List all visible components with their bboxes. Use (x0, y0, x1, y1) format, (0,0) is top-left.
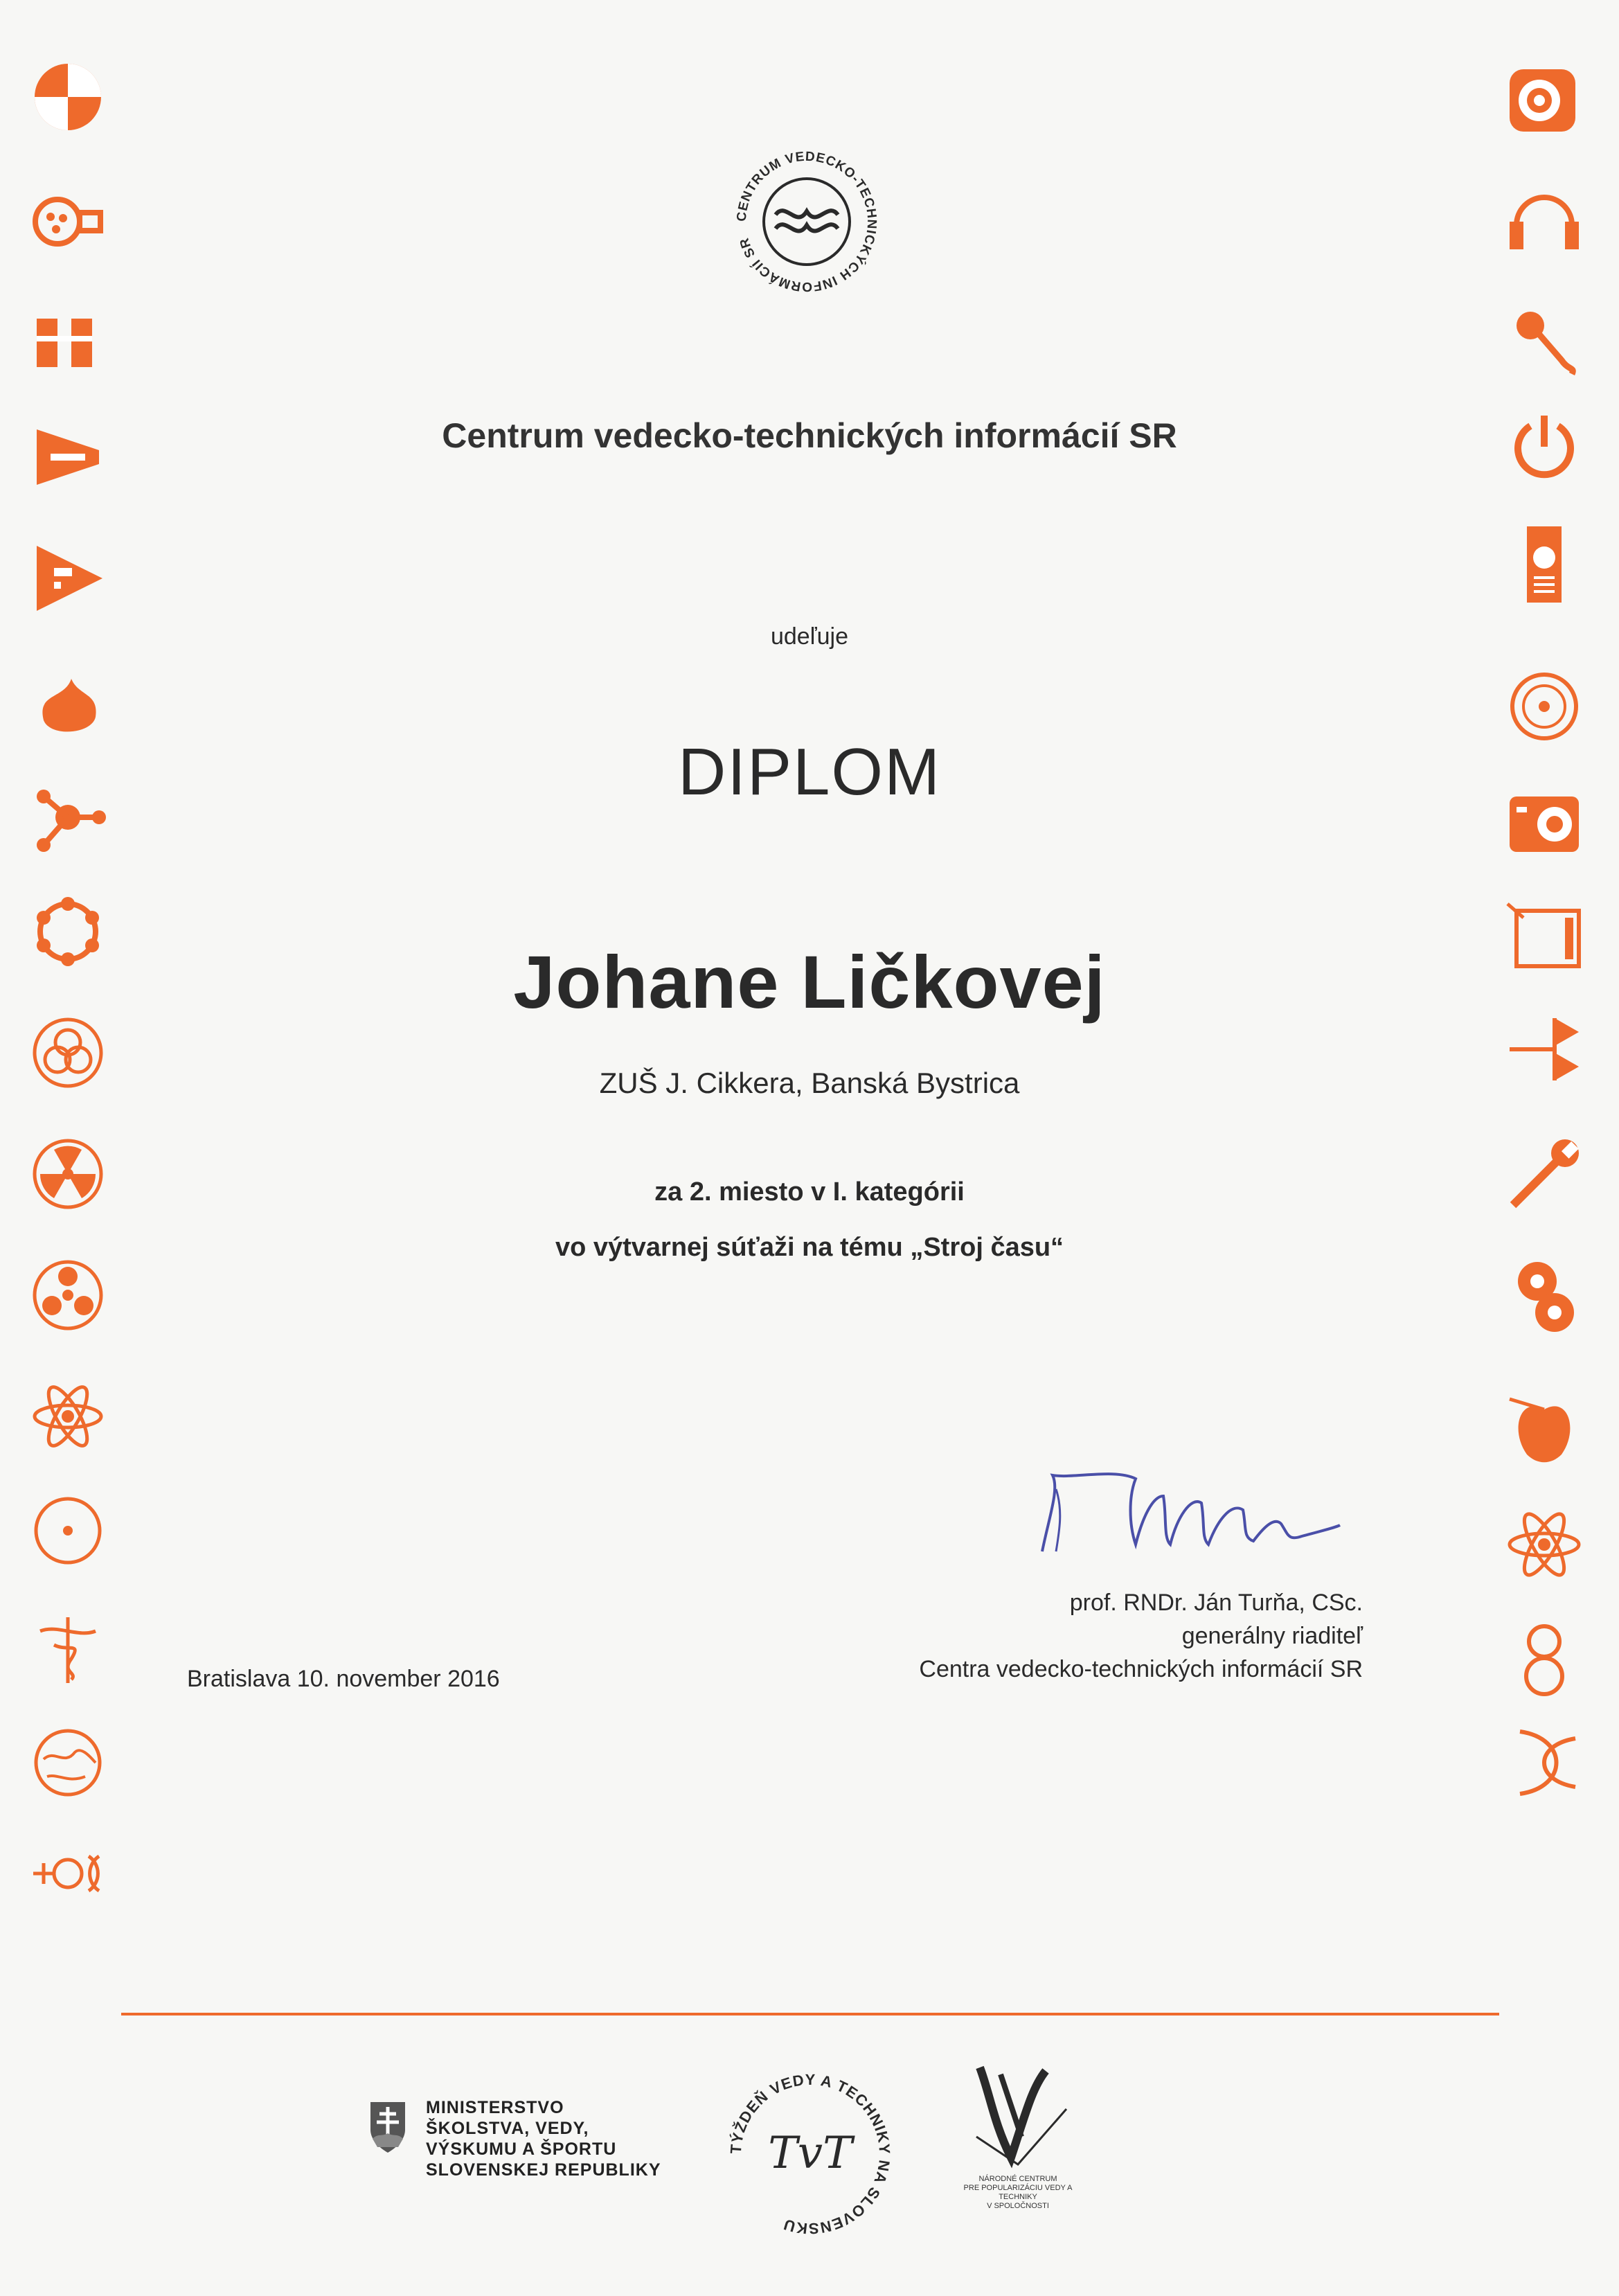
left-icon-column (26, 0, 109, 2296)
flame-icon (30, 665, 106, 741)
signatory-role: generálny riaditeľ (1181, 1623, 1363, 1649)
microphone-icon (1506, 305, 1582, 381)
recipient-name: Johane Ličkovej (513, 940, 1106, 1024)
tvt-mark: TvT (768, 2128, 852, 2179)
fish-icon (1506, 1725, 1582, 1801)
signatory-block (740, 1586, 1363, 1686)
organization-title: Centrum vedecko-technických informácií SR (442, 416, 1177, 455)
camera-lens-icon (1506, 62, 1582, 139)
ministry-line-1: MINISTERSTVO (426, 2098, 564, 2117)
school-name: ZUŠ J. Cikkera, Banská Bystrica (599, 1067, 1020, 1099)
seal-ring-text: CENTRUM VEDECKO-TECHNICKÝCH INFORMÁCIÍ SR (734, 149, 879, 294)
diploma-title: DIPLOM (677, 735, 942, 809)
ministry-line-3: VÝSKUMU A ŠPORTU (426, 2139, 617, 2159)
nc-line-1: NÁRODNÉ CENTRUM (978, 2175, 1057, 2183)
atom-icon (30, 1378, 106, 1454)
reason-line-2: vo výtvarnej súťaži na tému „Stroj času“ (555, 1233, 1064, 1262)
slovak-coat-of-arms-icon (367, 2099, 409, 2154)
gender-symbol-icon (30, 1835, 106, 1912)
test-tubes-icon (30, 305, 106, 381)
place-date: Bratislava 10. november 2016 (187, 1666, 500, 1692)
caduceus-icon (30, 1610, 106, 1687)
flask-icon (30, 184, 106, 260)
tvt-ring-text: TÝŽDEŇ VEDY A TECHNIKY NA SLOVENSKU (726, 2070, 894, 2238)
grants-text: udeľuje (770, 623, 848, 650)
signatory-org: Centra vedecko-technických informácií SR (919, 1656, 1363, 1682)
nc-line-3: V SPOLOČNOSTI (987, 2202, 1049, 2210)
gears-icon (1506, 1257, 1582, 1333)
disc-icon (1506, 668, 1582, 745)
safety-target-icon (30, 59, 106, 135)
ministry-text (426, 2097, 661, 2180)
ministry-line-2: ŠKOLSTVA, VEDY, (426, 2119, 589, 2138)
national-centre-logo (949, 2061, 1087, 2220)
reason-line-1: za 2. miesto v I. kategórii (654, 1177, 965, 1207)
right-icon-column (1503, 0, 1586, 2296)
headphones-icon (1506, 184, 1582, 260)
infinity-icon (1506, 1621, 1582, 1697)
target-circle-icon (30, 1493, 106, 1569)
watch-icon (1506, 526, 1582, 603)
cvti-seal-logo (724, 139, 890, 305)
atom-icon (1506, 1506, 1582, 1583)
nc-line-2: PRE POPULARIZÁCIU VEDY A TECHNIKY (963, 2184, 1073, 2201)
fan-icon (30, 1257, 106, 1333)
handwritten-signature (1032, 1461, 1343, 1565)
globe-icon (30, 1725, 106, 1801)
footer-divider (121, 2013, 1499, 2015)
tvt-logo (720, 2064, 900, 2244)
ministry-line-4: SLOVENSKEJ REPUBLIKY (426, 2160, 661, 2180)
signatory-name: prof. RNDr. Ján Turňa, CSc. (1069, 1590, 1363, 1616)
warning-icon (30, 540, 106, 616)
apple-icon (1506, 1389, 1582, 1465)
